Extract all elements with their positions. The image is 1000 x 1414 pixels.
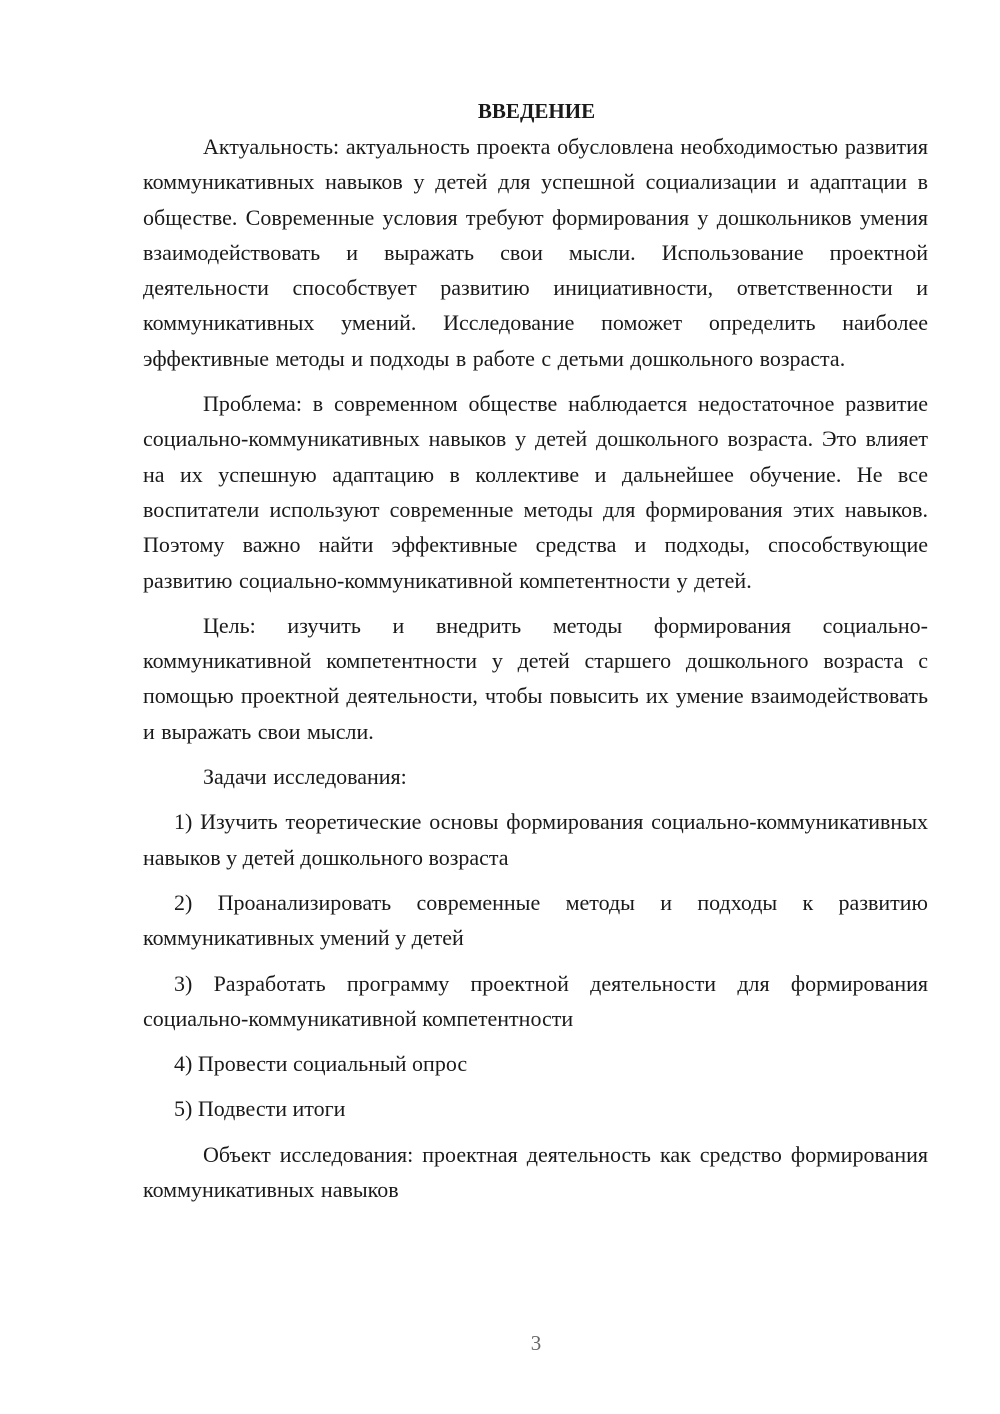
- task-item-2: 2) Проанализировать современные методы и подходы к развитию коммуникативных умений у детей: [143, 889, 928, 951]
- task-item-5: 5) Подвести итоги: [174, 1096, 346, 1122]
- problem-paragraph: Проблема: в современном обществе наблюдается недостаточное развитие социально-коммуникативных навыков у детей дошкольного возраста. Это влияет на их успешную адаптацию в коллективе и дальнейшее обучение. Не все воспитатели используют современные методы для формирования этих навыков. Поэтому важно найти эффективные средства и подходы, способствующие развитию социально-коммуникативной компетентности у детей.: [143, 391, 928, 593]
- task-item-3: 3) Разработать программу проектной деятельности для формирования социально-коммуникативной компетентности: [143, 970, 928, 1031]
- page-number: 3: [530, 1331, 542, 1355]
- page-title: ВВЕДЕНИЕ: [477, 99, 596, 123]
- task-item-4: 4) Провести социальный опрос: [174, 1051, 468, 1077]
- tasks-intro: Задачи исследования:: [203, 764, 407, 790]
- object-paragraph: Объект исследования: проектная деятельность как средство формирования коммуникативных навыков: [143, 1141, 928, 1203]
- document-page: [143, 94, 928, 1217]
- relevance-paragraph: Актуальность: актуальность проекта обусловлена необходимостью развития коммуникативных навыков у детей для успешной социализации и адаптации в обществе. Современные условия требуют формирования у дошкольников умения взаимодействовать и выражать свои мысли. Использование проектной деятельности способствует развитию инициативности, ответственности и коммуникативных умений. Исследование поможет определить наиболее эффективные методы и подходы в работе с детьми дошкольного возраста.: [143, 134, 928, 371]
- goal-paragraph: Цель: изучить и внедрить методы формирования социально-коммуникативной компетентности у детей старшего дошкольного возраста с помощью проектной деятельности, чтобы повысить их умение взаимодействовать и выражать свои мысли.: [143, 612, 928, 744]
- task-item-1: 1) Изучить теоретические основы формирования социально-коммуникативных навыков у детей дошкольного возраста: [143, 809, 928, 870]
